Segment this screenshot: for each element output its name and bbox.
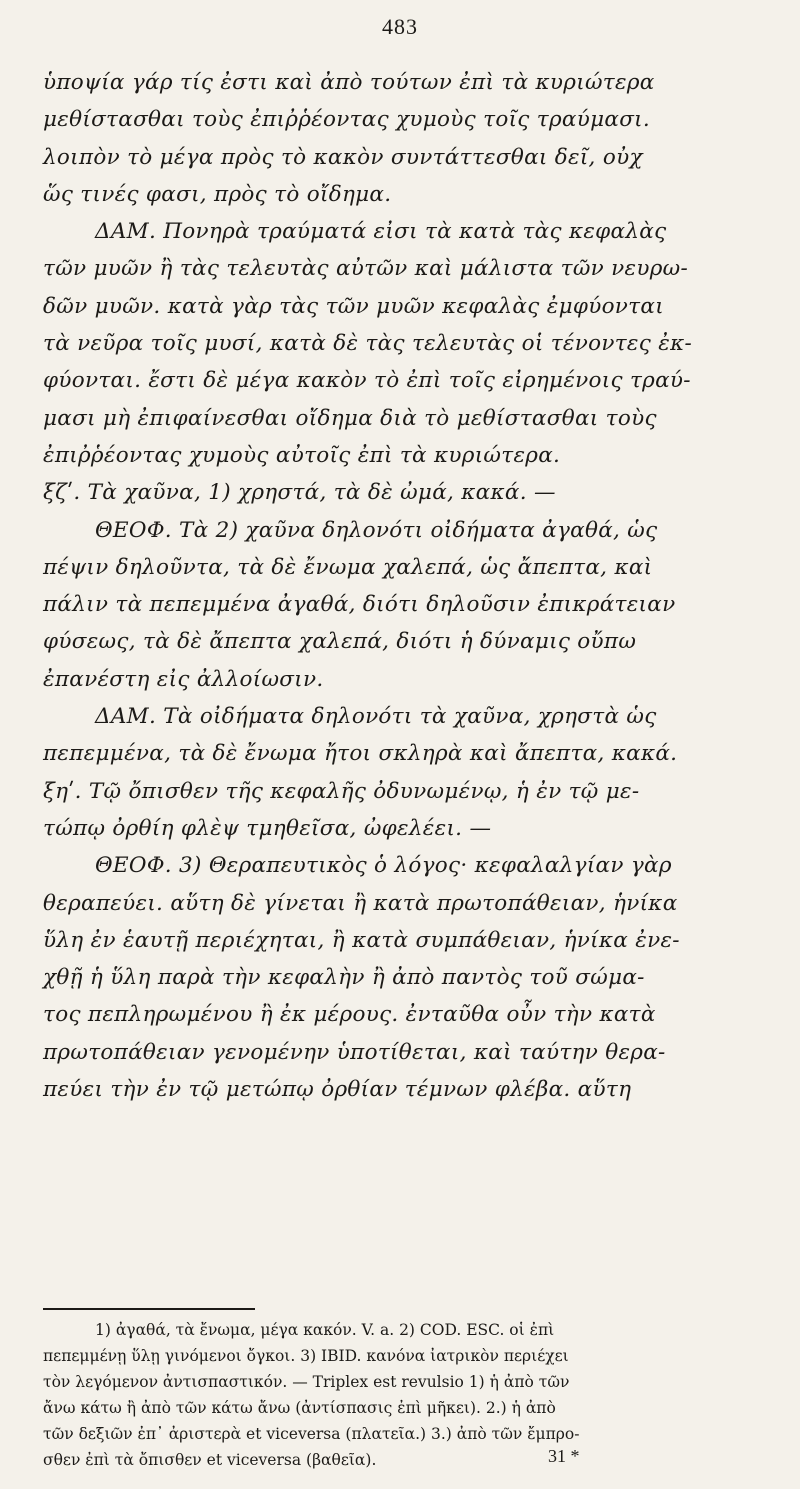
footnote-line: 1) ἀγαθά, τὰ ἔνωμα, μέγα κακόν. V. a. 2) COD. ESC. οἱ ἐπὶ <box>95 1321 555 1339</box>
footnote-line: τὸν λεγόμενον ἀντισπαστικόν. — Triplex est revulsio 1) ἡ ἀπὸ τῶν <box>43 1373 570 1391</box>
text-line: πεπεμμένα, τὰ δὲ ἔνωμα ἤτοι σκληρὰ καὶ ἄπεπτα, κακά. <box>43 741 678 767</box>
text-line: ΘΕΟΦ. Τὰ 2) χαῦνα δηλονότι οἰδήματα ἀγαθά, ὡς <box>95 517 658 543</box>
footnote-rule <box>43 1308 255 1310</box>
text-line: τὰ νεῦρα τοῖς μυσί, κατὰ δὲ τὰς τελευτὰς οἱ τένοντες ἐκ- <box>43 331 693 357</box>
text-line: φύονται. ἔστι δὲ μέγα κακὸν τὸ ἐπὶ τοῖς εἰρημένοις τραύ- <box>43 368 691 394</box>
footnote-line: ἄνω κάτω ἢ ἀπὸ τῶν κάτω ἄνω (ἀντίσπασις ἐπὶ μῆκει). 2.) ἡ ἀπὸ <box>43 1399 556 1417</box>
text-line: ξηʹ. Τῷ ὄπισθεν τῆς κεφαλῆς ὀδυνωμένῳ, ἡ ἐν τῷ με- <box>43 778 640 804</box>
text-line: ΘΕΟΦ. 3) Θεραπευτικὸς ὁ λόγος· κεφαλαλγίαν γὰρ <box>95 853 672 879</box>
text-line: μεθίστασθαι τοὺς ἐπιῤῥέοντας χυμοὺς τοῖς τραύμασι. <box>43 107 651 133</box>
text-line: πρωτοπάθειαν γενομένην ὑποτίθεται, καὶ ταύτην θερα- <box>43 1039 666 1065</box>
text-line: πεύει τὴν ἐν τῷ μετώπῳ ὀρθίαν τέμνων φλέβα. αὕτη <box>43 1077 632 1103</box>
text-line: λοιπὸν τὸ μέγα πρὸς τὸ κακὸν συντάττεσθαι δεῖ, οὐχ <box>43 144 643 170</box>
text-line: τώπῳ ὀρθίη φλὲψ τμηθεῖσα, ὠφελέει. — <box>43 815 492 841</box>
text-line: θεραπεύει. αὕτη δὲ γίνεται ἢ κατὰ πρωτοπάθειαν, ἡνίκα <box>43 890 678 916</box>
footnotes <box>43 1317 763 1473</box>
text-line: ἐπιῤῥέοντας χυμοὺς αὐτοῖς ἐπὶ τὰ κυριώτερα. <box>43 442 561 468</box>
main-text <box>43 64 763 1108</box>
text-line: τος πεπληρωμένου ἢ ἐκ μέρους. ἐνταῦθα οὖν τὴν κατὰ <box>43 1002 656 1028</box>
text-line: πάλιν τὰ πεπεμμένα ἀγαθά, διότι δηλοῦσιν ἐπικράτειαν <box>43 592 676 618</box>
text-line: τῶν μυῶν ἢ τὰς τελευτὰς αὐτῶν καὶ μάλιστα τῶν νευρω- <box>43 256 689 282</box>
footnote-line: πεπεμμένῃ ὕλῃ γινόμενοι ὄγκοι. 3) IBID. κανόνα ἰατρικὸν περιέχει <box>43 1347 569 1365</box>
text-line: δῶν μυῶν. κατὰ γὰρ τὰς τῶν μυῶν κεφαλὰς ἐμφύονται <box>43 293 664 319</box>
text-line: ΔΑΜ. Τὰ οἰδήματα δηλονότι τὰ χαῦνα, χρηστὰ ὡς <box>95 704 657 730</box>
text-line: φύσεως, τὰ δὲ ἄπεπτα χαλεπά, διότι ἡ δύναμις οὔπω <box>43 629 637 655</box>
footnote-line: σθεν ἐπὶ τὰ ὄπισθεν et viceversa (βαθεῖα). <box>43 1451 377 1469</box>
text-line: ὥς τινές φασι, πρὸς τὸ οἴδημα. <box>43 181 392 207</box>
text-line: πέψιν δηλοῦντα, τὰ δὲ ἔνωμα χαλεπά, ὡς ἄπεπτα, καὶ <box>43 554 653 580</box>
signature-mark: 31 * <box>548 1446 580 1466</box>
text-line: ὑποψία γάρ τίς ἐστι καὶ ἀπὸ τούτων ἐπὶ τὰ κυριώτερα <box>43 70 655 95</box>
text-line: ΔΑΜ. Πονηρὰ τραύματά εἰσι τὰ κατὰ τὰς κεφαλὰς <box>95 219 667 245</box>
text-line: ἐπανέστη εἰς ἀλλοίωσιν. <box>43 666 324 692</box>
text-line: χθῇ ἡ ὕλη παρὰ τὴν κεφαλὴν ἢ ἀπὸ παντὸς τοῦ σώμα- <box>43 965 645 991</box>
footnote-line: τῶν δεξιῶν ἐπ᾽ ἀριστερὰ et viceversa (πλατεῖα.) 3.) ἀπὸ τῶν ἔμπρο- <box>43 1425 580 1443</box>
text-line: ὕλη ἐν ἑαυτῇ περιέχηται, ἢ κατὰ συμπάθειαν, ἡνίκα ἐνε- <box>43 927 680 953</box>
page-number: 483 <box>382 14 418 39</box>
text-line: ξζʹ. Τὰ χαῦνα, 1) χρηστά, τὰ δὲ ὠμά, κακά. — <box>43 480 556 506</box>
text-line: μασι μὴ ἐπιφαίνεσθαι οἴδημα διὰ τὸ μεθίστασθαι τοὺς <box>43 405 657 431</box>
